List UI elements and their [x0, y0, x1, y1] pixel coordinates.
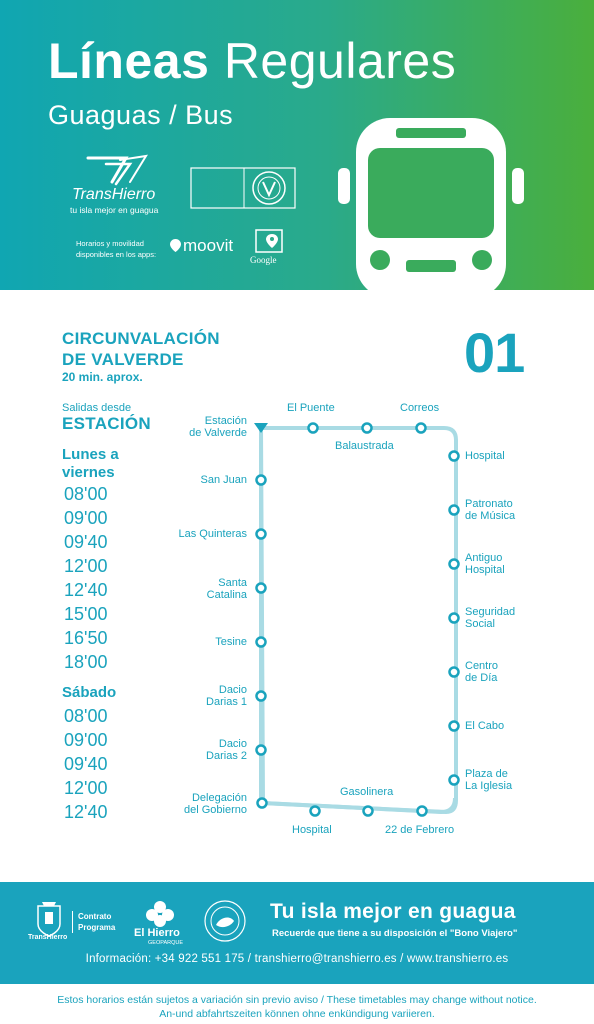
stop-label: [207, 577, 247, 601]
stop-label: Balaustrada: [335, 440, 394, 452]
partner-subtitle: GEOPARQUE: [148, 940, 184, 946]
stop-name: Santa: [218, 577, 247, 589]
page-title: [48, 32, 456, 90]
contact-info: Información: +34 922 551 175 / transhierro@transhierro.es / www.transhierro.es: [85, 953, 509, 965]
route-name: [62, 328, 220, 370]
stop-marker: [311, 807, 320, 816]
route-duration: 20 min. aprox.: [62, 370, 143, 384]
stop-label: Hospital: [465, 450, 505, 462]
stop-marker: [257, 692, 266, 701]
stop-label: El Cabo: [465, 720, 505, 732]
stop-label: Hospital: [292, 824, 332, 836]
stop-label: [465, 660, 498, 684]
weekday-time: 09'40: [64, 532, 108, 552]
partner-name: El Hierro: [134, 927, 180, 939]
saturday-label: Sábado: [62, 684, 117, 701]
operator-name: TransHierro: [72, 186, 156, 203]
weekday-time: 16'50: [64, 628, 108, 648]
stop-name: Dacio: [218, 738, 247, 750]
bono-viajero-text: Recuerde que tiene a su disposición el "Bono Viajero": [272, 928, 518, 939]
crest-label: TransHierro: [28, 934, 68, 941]
stop-label: San Juan: [200, 474, 247, 486]
stop-marker: [450, 668, 459, 677]
contract-line1: Contrato: [78, 912, 112, 921]
apps-label: Horarios y movilidad disponibles en los apps:: [76, 239, 157, 259]
stop-marker: [418, 807, 427, 816]
stop-name: Centro: [465, 660, 499, 672]
stop-name: Seguridad: [465, 606, 516, 618]
stop-name: Patronato: [465, 498, 513, 510]
stop-label: [206, 738, 247, 762]
page-subtitle: Guaguas / Bus: [48, 100, 234, 130]
stop-label: [465, 768, 512, 792]
stop-marker: [309, 424, 318, 433]
moovit-label: moovit: [183, 236, 234, 255]
stop-marker: [450, 452, 459, 461]
stop-marker: [257, 584, 266, 593]
stop-marker: [257, 476, 266, 485]
stop-marker: [450, 506, 459, 515]
google-label: Google: [250, 255, 277, 265]
stop-name: del Gobierno: [184, 804, 247, 816]
saturday-time: 12'00: [64, 778, 108, 798]
saturday-time: 09'00: [64, 730, 108, 750]
stop-marker: [450, 776, 459, 785]
weekday-times: [64, 482, 107, 674]
start-marker-icon: [254, 423, 268, 433]
footer-slogan: Tu isla mejor en guagua: [270, 900, 516, 923]
disclaimer-line2: An-und abfahrtszeiten können ohne enkündigung variieren.: [159, 1008, 435, 1020]
disclaimer-line1: Estos horarios están sujetos a variación sin previo aviso / These timetables may change without notice.: [57, 994, 537, 1006]
stop-name: Hospital: [465, 564, 505, 576]
stop-marker: [258, 799, 267, 808]
bureau-veritas-badge-icon: [190, 165, 296, 211]
stop-label: [465, 498, 515, 522]
weekday-time: 15'00: [64, 604, 108, 624]
saturday-time: 12'40: [64, 802, 108, 822]
stop-name: Darias 1: [206, 696, 247, 708]
moovit-logo: [170, 236, 233, 256]
stop-name: Plaza de: [465, 768, 508, 780]
footer-banner: [0, 882, 594, 984]
map-pin-icon: [170, 239, 181, 252]
stop-marker: [257, 530, 266, 539]
stop-name: de Música: [465, 510, 516, 522]
stop-marker: [364, 807, 373, 816]
weekday-time: 09'00: [64, 508, 108, 528]
weekday-time: 18'00: [64, 652, 108, 672]
disclaimer: [0, 993, 594, 1021]
stop-label: [465, 552, 505, 576]
stop-name: Delegación: [191, 792, 247, 804]
weekdays-label-line1: Lunes a: [62, 446, 119, 463]
route-name-line2: DE VALVERDE: [62, 350, 184, 369]
weekday-time: 08'00: [64, 484, 108, 504]
saturday-times: [64, 704, 107, 824]
route-name-line1: CIRCUNVALACIÓN: [62, 329, 220, 348]
stop-name: Estación: [204, 415, 247, 427]
contract-label: [72, 911, 115, 933]
departure-station: ESTACIÓN: [62, 414, 151, 433]
stop-marker: [450, 560, 459, 569]
saturday-time: 08'00: [64, 706, 108, 726]
stop-label: [206, 684, 247, 708]
title-bold: Líneas: [48, 33, 210, 89]
stop-label: [184, 792, 247, 816]
contract-line2: Programa: [78, 923, 116, 932]
route-line: [261, 428, 456, 812]
weekday-time: 12'40: [64, 580, 108, 600]
stop-label: Tesine: [215, 636, 247, 648]
stop-label: Las Quinteras: [178, 528, 247, 540]
bus-icon: [338, 116, 524, 290]
weekdays-label-line2: viernes: [62, 464, 115, 481]
stop-name: de Valverde: [189, 427, 247, 439]
stop-name: Darias 2: [206, 750, 247, 762]
stop-marker: [363, 424, 372, 433]
stop-name: Social: [465, 618, 495, 630]
stop-name: Dacio: [218, 684, 247, 696]
departures-label: Salidas desde: [62, 402, 132, 414]
stop-name: Antiguo: [465, 552, 503, 564]
reserva-biosfera-emblem-icon: [202, 898, 248, 944]
stop-label: [189, 415, 247, 439]
weekdays-label: [62, 446, 119, 482]
stop-name: La Iglesia: [465, 780, 513, 792]
stop-label: [465, 606, 515, 630]
weekday-time: 12'00: [64, 556, 108, 576]
route-number: 01: [464, 321, 525, 384]
stop-label: El Puente: [287, 402, 335, 414]
stop-label: 22 de Febrero: [385, 824, 455, 836]
stop-marker: [417, 424, 426, 433]
saturday-time: 09'40: [64, 754, 108, 774]
stop-marker: [450, 614, 459, 623]
stop-name: Catalina: [206, 589, 247, 601]
header-banner: [0, 0, 594, 290]
stop-marker: [450, 722, 459, 731]
google-maps-icon: [252, 226, 286, 272]
stop-name: de Día: [465, 672, 498, 684]
stop-label: Correos: [400, 402, 440, 414]
stop-marker: [257, 638, 266, 647]
title-light: Regulares: [223, 33, 457, 89]
stop-marker: [257, 746, 266, 755]
operator-tagline: tu isla mejor en guagua: [70, 205, 159, 215]
stop-label: Gasolinera: [340, 786, 394, 798]
